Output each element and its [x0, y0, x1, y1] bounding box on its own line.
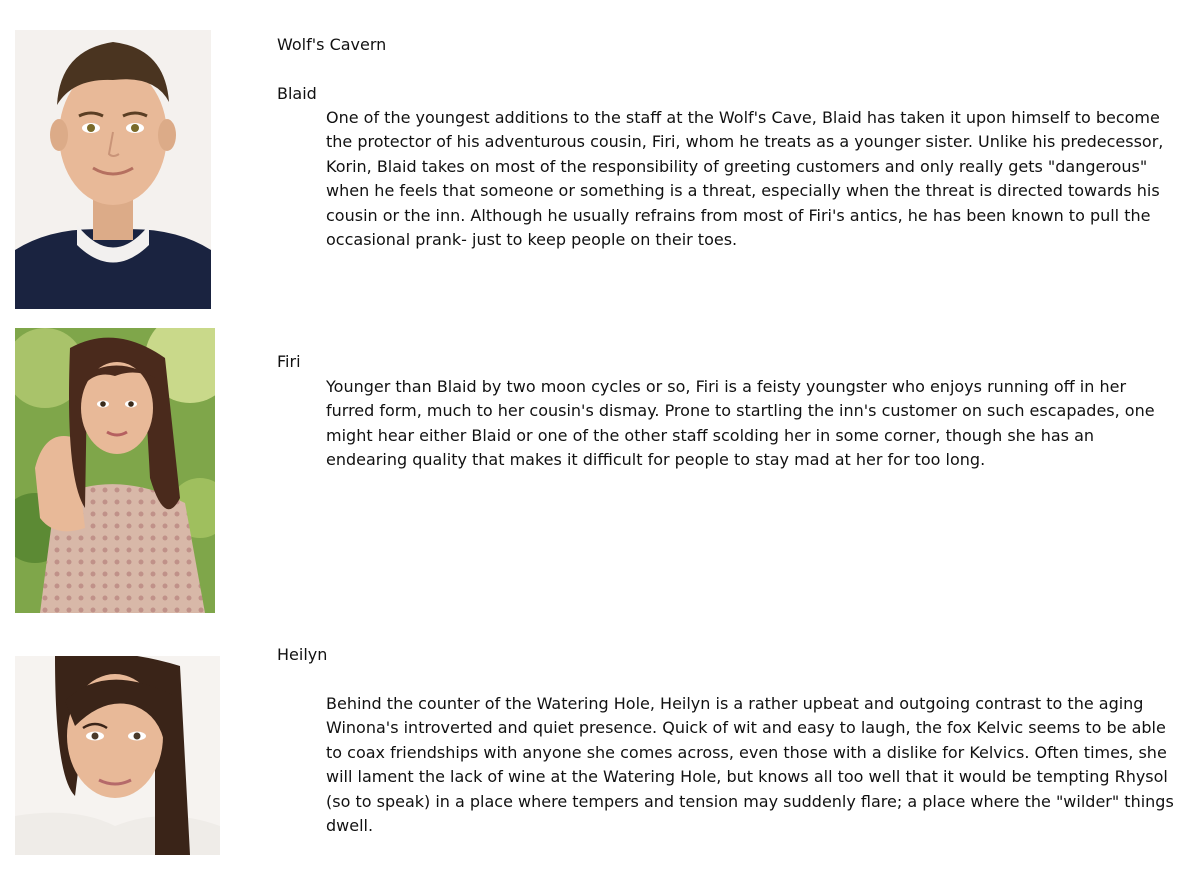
portrait-photo-heilyn [15, 656, 220, 855]
character-bio-heilyn: Behind the counter of the Watering Hole, Heilyn is a rather upbeat and outgoing contrast to the aging Winona's introverted and quiet presence. Quick of wit and easy to laugh, the fox Kelvic seems to be able to coax friendships with anyone she comes across, even those with a dislike for Kelvics. Often times, she will lament the lack of wine at the Watering Hole, but knows all too well that it would be tempting Rhysol (so to speak) in a place where tempers and tension may suddenly flare; a place where the "wilder" things dwell. [326, 694, 1174, 836]
portrait-photo-blaid [15, 30, 211, 309]
character-name-firi: Firi [277, 352, 301, 371]
document-title: Wolf's Cavern [277, 35, 387, 54]
character-bio-firi: Younger than Blaid by two moon cycles or so, Firi is a feisty youngster who enjoys running off in her furred form, much to her cousin's dismay. Prone to startling the inn's customer on such escapades, one might hear either Blaid or one of the other staff scolding her in some corner, though she has an endearing quality that makes it difficult for people to stay mad at her for too long. [326, 377, 1155, 470]
character-name-heilyn: Heilyn [277, 645, 328, 664]
character-bio-blaid: One of the youngest additions to the staff at the Wolf's Cave, Blaid has taken it upon himself to become the protector of his adventurous cousin, Firi, whom he treats as a younger sister. Unlike his predecessor, Korin, Blaid takes on most of the responsibility of greeting customers and only really gets "dangerous" when he feels that someone or something is a threat, especially when the threat is directed towards his cousin or the inn. Although he usually refrains from most of Firi's antics, he has been known to pull the occasional prank- just to keep people on their toes. [326, 108, 1164, 250]
portrait-photo-firi [15, 328, 215, 613]
character-name-blaid: Blaid [277, 84, 317, 103]
